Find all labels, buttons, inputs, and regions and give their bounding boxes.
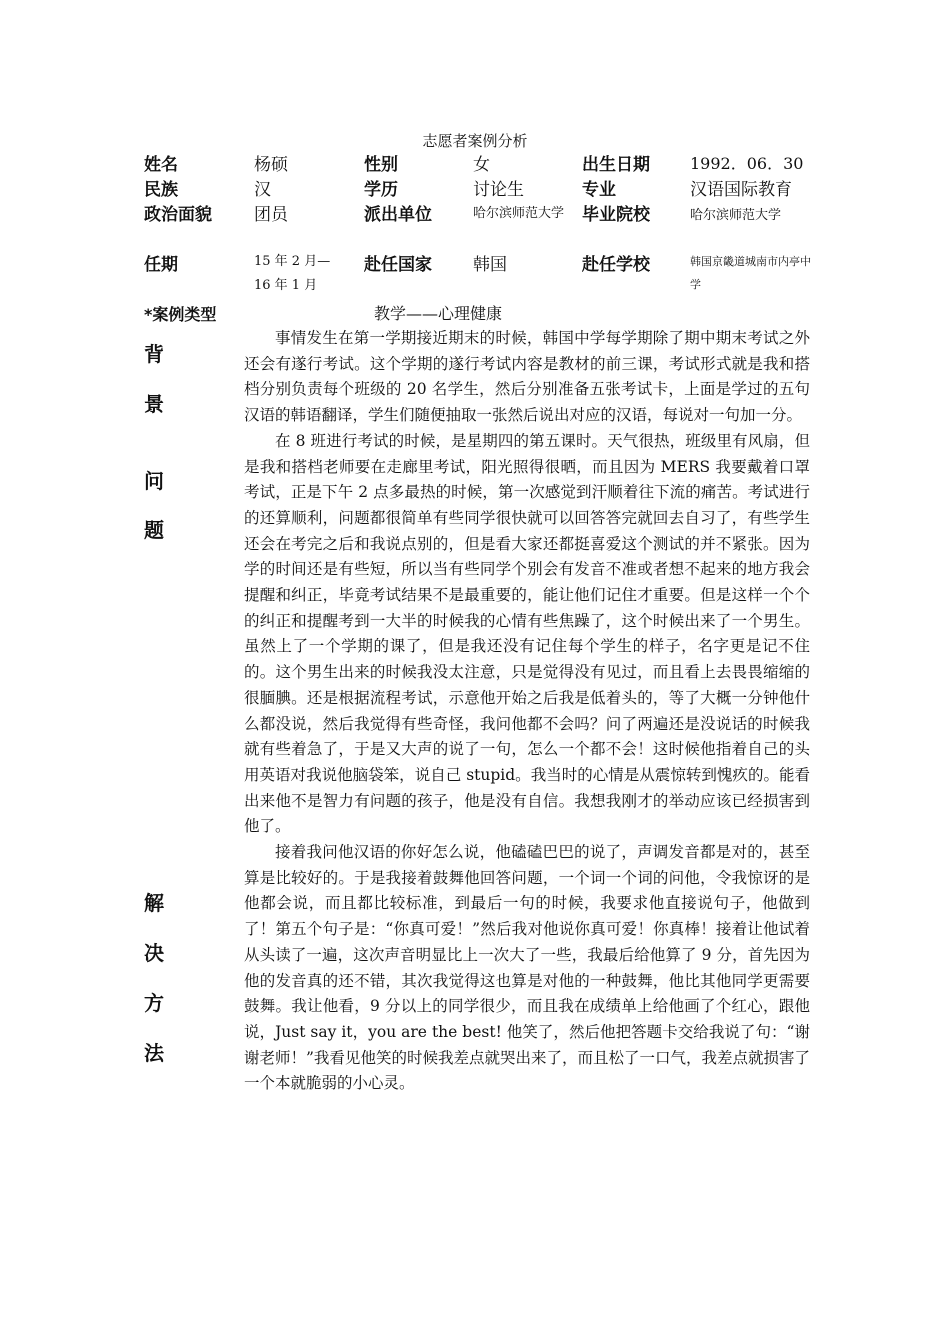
- school-label: 赴任学校: [582, 255, 650, 275]
- case-type-value: 教学——心理健康: [374, 304, 503, 323]
- case-type-label: *案例类型: [144, 305, 217, 324]
- major-value: 汉语国际教育: [690, 180, 792, 200]
- graduate-label: 毕业院校: [582, 205, 650, 225]
- dispatch-label: 派出单位: [364, 205, 432, 225]
- name-value: 杨硕: [254, 155, 288, 175]
- term-label: 任期: [144, 255, 178, 275]
- side-label-ti: 题: [144, 518, 164, 542]
- side-label-fa: 法: [144, 1041, 164, 1065]
- term-value: 15 年 2 月— 16 年 1 月: [254, 254, 331, 293]
- gender-label: 性别: [364, 155, 398, 175]
- side-label-jue: 决: [144, 941, 164, 965]
- birth-label: 出生日期: [582, 155, 650, 175]
- side-label-jie: 解: [144, 891, 164, 915]
- case-body: [244, 326, 810, 1097]
- graduate-value: 哈尔滨师范大学: [690, 208, 782, 223]
- side-label-fang: 方: [144, 991, 164, 1015]
- side-label-bei: 背: [144, 342, 164, 366]
- paragraph-solution: 接着我问他汉语的你好怎么说，他磕磕巴巴的说了，声调发音都是对的，甚至算是比较好的。于是我接着鼓舞他回答问题，一个词一个词的问他，令我惊讶的是他都会说，而且都比较标准，到最后一句的时候，我要求他直接说句子，他做到了！第五个句子是：“你真可爱！”然后我对他说你真可爱！你真棒！接着让他试着从头读了一遍，这次声音明显比上一次大了一些，我最后给他算了 9 分，首先因为他的发音真的还不错，其次我觉得这也算是对他的一种鼓舞，他比其他同学更需要鼓舞。我让他看，9 分以上的同学很少，而且我在成绩单上给他画了个红心，跟他说，Just say it，you are the best! 他笑了，然后他把答题卡交给我说了句：“谢谢老师！”我看见他笑的时候我差点就哭出来了，而且松了一口气，我差点就损害了一个本就脆弱的小心灵。: [244, 843, 810, 1093]
- political-label: 政治面貌: [144, 205, 212, 225]
- major-label: 专业: [582, 180, 616, 200]
- page-title: 志愿者案例分析: [422, 132, 528, 150]
- country-label: 赴任国家: [364, 255, 432, 275]
- country-value: 韩国: [473, 255, 507, 275]
- education-value: 讨论生: [473, 180, 524, 200]
- side-label-wen: 问: [144, 469, 164, 493]
- paragraph-background: 事情发生在第一学期接近期末的时候，韩国中学每学期除了期中期末考试之外还会有遂行考试。这个学期的遂行考试内容是教材的前三课，考试形式就是我和搭档分别负责每个班级的 20 名学生，然后分别准备五张考试卡，上面是学过的五句汉语的韩语翻译，学生们随便抽取一张然后说出对应的汉语，每说对一句加一分。: [244, 329, 810, 425]
- ethnicity-label: 民族: [144, 180, 178, 200]
- ethnicity-value: 汉: [254, 180, 271, 200]
- side-label-jing: 景: [144, 392, 164, 416]
- education-label: 学历: [364, 180, 398, 200]
- paragraph-problem: 在 8 班进行考试的时候，是星期四的第五课时。天气很热，班级里有风扇，但是我和搭档老师要在走廊里考试，阳光照得很晒，而且因为 MERS 我要戴着口罩考试，正是下午 2 点多最热的时候，第一次感觉到汗顺着往下流的痛苦。考试进行的还算顺利，问题都很简单有些同学很快就可以回答答完就回去自习了，有些学生还会在考完之后和我说点别的，但是看大家还都挺喜爱这个测试的并不紧张。因为学的时间还是有些短，所以当有些同学个别会有发音不准或者想不起来的地方我会提醒和纠正，毕竟考试结果不是最重要的，能让他们记住才重要。但是这样一个个的纠正和提醒考到一大半的时候我的心情有些焦躁了，这个时候出来了一个男生。虽然上了一个学期的课了，但是我还没有记住每个学生的样子，名字更是记不住的。这个男生出来的时候我没太注意，只是觉得没有见过，而且看上去畏畏缩缩的很腼腆。还是根据流程考试，示意他开始之后我是低着头的，等了大概一分钟他什么都没说，然后我觉得有些奇怪，我问他都不会吗？问了两遍还是没说话的时候我就有些着急了，于是又大声的说了一句，怎么一个都不会！这时候他指着自己的头用英语对我说他脑袋笨，说自己 stupid。我当时的心情是从震惊转到愧疚的。能看出来他不是智力有问题的孩子，他是没有自信。我想我刚才的举动应该已经损害到他了。: [244, 431, 810, 836]
- political-value: 团员: [254, 205, 288, 225]
- birth-value: 1992．06．30: [690, 154, 804, 173]
- name-label: 姓名: [144, 155, 178, 175]
- gender-value: 女: [473, 155, 490, 175]
- dispatch-value: 哈尔滨师范大学: [473, 206, 565, 221]
- school-value: 韩国京畿道城南市内亭中学: [690, 255, 811, 291]
